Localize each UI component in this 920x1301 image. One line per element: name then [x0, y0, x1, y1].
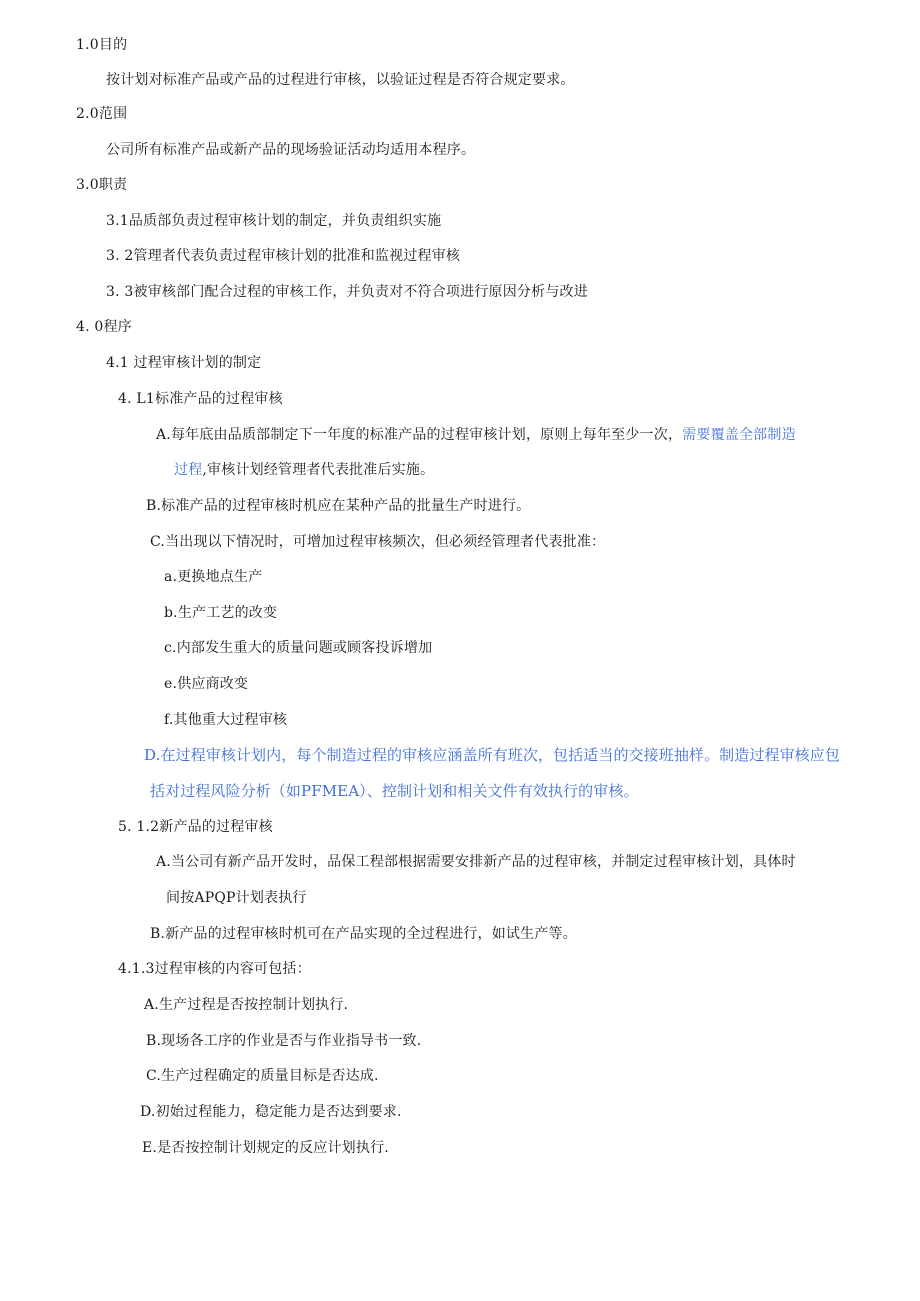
- procedure-4-1-2: 5. 1.2新产品的过程审核: [118, 819, 273, 835]
- procedure-4-1-2-a-line2: 间按APQP计划表执行: [166, 890, 307, 906]
- procedure-4-1-1-c-a: a.更换地点生产: [164, 569, 263, 585]
- heading-procedure: 4. 0程序: [76, 319, 132, 335]
- procedure-4-1-1-a-text: A.每年底由品质部制定下一年度的标准产品的过程审核计划，原则上每年至少一次，: [156, 427, 683, 443]
- procedure-4-1-1-a-highlight-cont: 过程: [174, 462, 203, 478]
- procedure-4-1-1-c-f: f.其他重大过程审核: [164, 712, 288, 728]
- purpose-text: 按计划对标准产品或产品的过程进行审核，以验证过程是否符合规定要求。: [106, 72, 575, 88]
- responsibility-3-2: 3. 2管理者代表负责过程审核计划的批准和监视过程审核: [106, 248, 461, 264]
- procedure-4-1-1-c-e: e.供应商改变: [164, 676, 249, 692]
- procedure-4-1-1-a-line1: [156, 425, 796, 445]
- procedure-4-1-3: 4.1.3过程审核的内容可包括：: [118, 961, 311, 977]
- procedure-4-1: 4.1 过程审核计划的制定: [106, 355, 262, 371]
- responsibility-3-3: 3. 3被审核部门配合过程的审核工作，并负责对不符合项进行原因分析与改进: [106, 284, 588, 300]
- heading-responsibility: 3.0职责: [76, 177, 128, 193]
- heading-purpose: 1.0目的: [76, 37, 128, 53]
- procedure-4-1-1-d-line2: 括对过程风险分析（如PFMEA）、控制计划和相关文件有效执行的审核。: [150, 782, 639, 800]
- heading-scope: 2.0范围: [76, 106, 128, 122]
- procedure-4-1-3-a: A.生产过程是否按控制计划执行.: [144, 997, 349, 1013]
- procedure-4-1-1: 4. L1标准产品的过程审核: [118, 391, 283, 407]
- scope-text: 公司所有标准产品或新产品的现场验证活动均适用本程序。: [106, 142, 476, 158]
- procedure-4-1-1-c-c: c.内部发生重大的质量问题或顾客投诉增加: [164, 640, 433, 656]
- procedure-4-1-3-e: E.是否按控制计划规定的反应计划执行.: [142, 1140, 389, 1156]
- procedure-4-1-1-a-highlight: 需要覆盖全部制造: [682, 427, 796, 443]
- procedure-4-1-1-b: B.标准产品的过程审核时机应在某种产品的批量生产时进行。: [146, 498, 531, 514]
- procedure-4-1-2-a-line1: A.当公司有新产品开发时，品保工程部根据需要安排新产品的过程审核，并制定过程审核计划，具体时: [156, 854, 796, 870]
- procedure-4-1-1-c-b: b.生产工艺的改变: [164, 605, 278, 621]
- procedure-4-1-3-b: B.现场各工序的作业是否与作业指导书一致.: [146, 1033, 422, 1049]
- procedure-4-1-1-d-line1: D.在过程审核计划内，每个制造过程的审核应涵盖所有班次，包括适当的交接班抽样。制造过程审核应包: [144, 746, 840, 764]
- procedure-4-1-3-d: D.初始过程能力，稳定能力是否达到要求.: [140, 1104, 402, 1120]
- procedure-4-1-1-a-line2: [174, 460, 434, 480]
- procedure-4-1-1-a-text-cont: ,审核计划经管理者代表批准后实施。: [202, 462, 435, 478]
- responsibility-3-1: 3.1品质部负责过程审核计划的制定，并负责组织实施: [106, 213, 442, 229]
- procedure-4-1-1-c: C.当出现以下情况时，可增加过程审核频次，但必须经管理者代表批准：: [150, 534, 606, 550]
- procedure-4-1-3-c: C.生产过程确定的质量目标是否达成.: [146, 1068, 379, 1084]
- procedure-4-1-2-b: B.新产品的过程审核时机可在产品实现的全过程进行，如试生产等。: [150, 926, 577, 942]
